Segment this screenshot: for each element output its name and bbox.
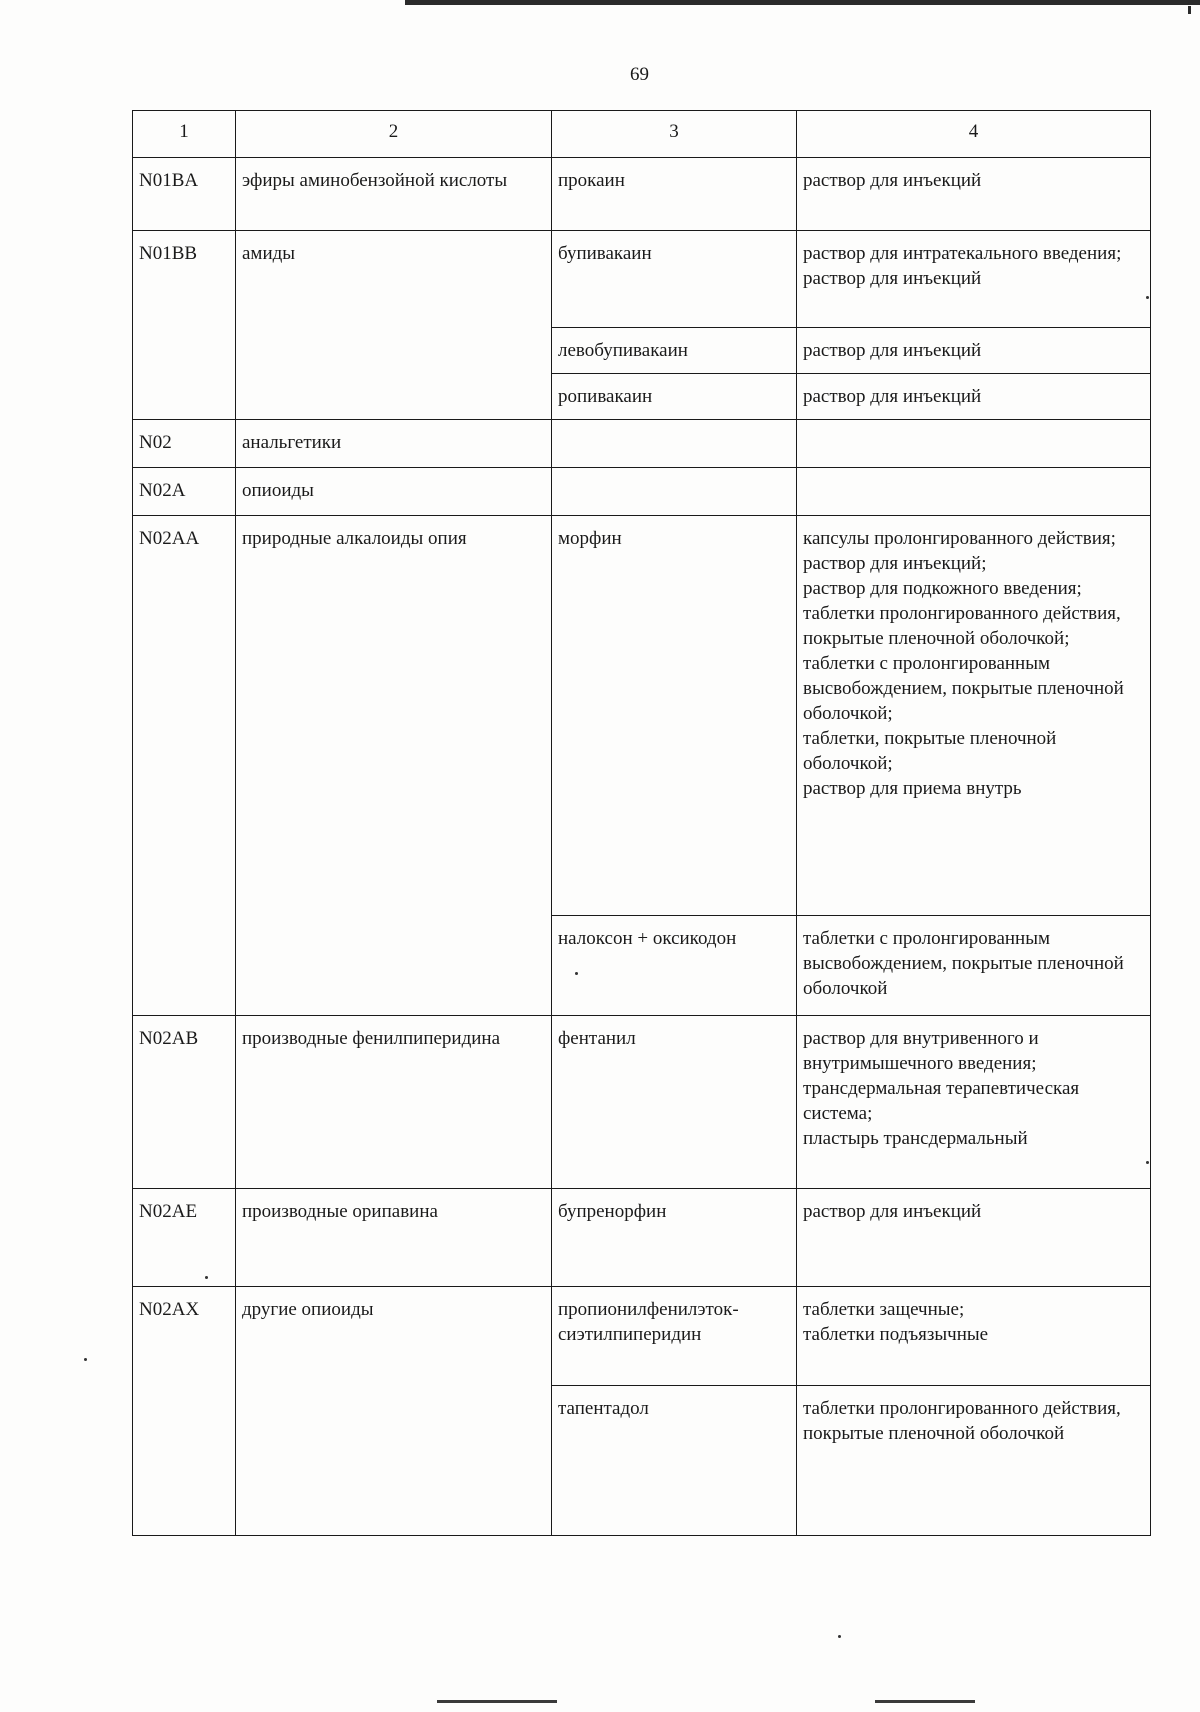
column-header-2: 2 <box>236 111 552 158</box>
drug-name-empty <box>552 468 797 516</box>
table-row <box>133 1189 1151 1287</box>
drug-name: налоксон + оксикодон <box>552 916 797 1016</box>
column-header-4: 4 <box>797 111 1151 158</box>
atc-group: амиды <box>236 231 552 420</box>
scan-edge-bottom <box>875 1700 975 1703</box>
table-row <box>133 1287 1151 1386</box>
scan-edge-mark <box>1188 6 1191 14</box>
dosage-form-empty <box>797 420 1151 468</box>
table-row <box>133 516 1151 916</box>
scan-edge-rule <box>405 0 1200 5</box>
atc-code: N02 <box>133 420 236 468</box>
table-row <box>133 158 1151 231</box>
scan-speck <box>838 1635 841 1638</box>
drug-name: фентанил <box>552 1016 797 1189</box>
dosage-form: раствор для инъекций <box>797 1189 1151 1287</box>
table-row <box>133 420 1151 468</box>
dosage-form: раствор для внутривенного и внутримышечного введения; трансдермальная терапевтическая система; пластырь трансдермальный <box>797 1016 1151 1189</box>
scan-speck <box>1146 296 1149 299</box>
atc-group: природные алкалоиды опия <box>236 516 552 1016</box>
drug-name: пропионилфенилэток- сиэтилпиперидин <box>552 1287 797 1386</box>
scan-speck <box>1146 1161 1149 1164</box>
scan-speck <box>205 1276 208 1279</box>
table-row <box>133 468 1151 516</box>
drug-name: ропивакаин <box>552 374 797 420</box>
atc-group: анальгетики <box>236 420 552 468</box>
drug-name: тапентадол <box>552 1386 797 1536</box>
drug-name: бупренорфин <box>552 1189 797 1287</box>
scan-edge-bottom <box>437 1700 557 1703</box>
atc-code: N01BB <box>133 231 236 420</box>
atc-code: N02AX <box>133 1287 236 1536</box>
table-header-row <box>133 111 1151 158</box>
column-header-3: 3 <box>552 111 797 158</box>
atc-group: эфиры аминобензойной кислоты <box>236 158 552 231</box>
table-row <box>133 231 1151 328</box>
dosage-form: раствор для инъекций <box>797 158 1151 231</box>
scan-speck <box>84 1358 87 1361</box>
atc-code: N02AA <box>133 516 236 1016</box>
dosage-form: раствор для инъекций <box>797 374 1151 420</box>
atc-group: производные орипавина <box>236 1189 552 1287</box>
dosage-form: раствор для инъекций <box>797 328 1151 374</box>
drug-name: прокаин <box>552 158 797 231</box>
atc-code: N02A <box>133 468 236 516</box>
atc-code: N02AE <box>133 1189 236 1287</box>
atc-group: другие опиоиды <box>236 1287 552 1536</box>
drug-classification-table <box>132 110 1151 1536</box>
dosage-form: таблетки с пролонгированным высвобождением, покрытые пленочной оболочкой <box>797 916 1151 1016</box>
drug-name-empty <box>552 420 797 468</box>
column-header-1: 1 <box>133 111 236 158</box>
scan-speck <box>575 972 578 975</box>
drug-name: левобупивакаин <box>552 328 797 374</box>
atc-group: производные фенилпиперидина <box>236 1016 552 1189</box>
dosage-form: капсулы пролонгированного действия; раствор для инъекций; раствор для подкожного введения; таблетки пролонгированного действия, покрытые пленочной оболочкой; таблетки с пролонгированным высвобождением, покрытые пленочной оболочкой; таблетки, покрытые пленочной оболочкой; раствор для приема внутрь <box>797 516 1151 916</box>
atc-code: N01BA <box>133 158 236 231</box>
drug-name: морфин <box>552 516 797 916</box>
dosage-form: раствор для интратекального введения; раствор для инъекций <box>797 231 1151 328</box>
atc-group: опиоиды <box>236 468 552 516</box>
table-row <box>133 1016 1151 1189</box>
dosage-form: таблетки защечные; таблетки подъязычные <box>797 1287 1151 1386</box>
dosage-form: таблетки пролонгированного действия, покрытые пленочной оболочкой <box>797 1386 1151 1536</box>
drug-name: бупивакаин <box>552 231 797 328</box>
atc-code: N02AB <box>133 1016 236 1189</box>
page-number: 69 <box>630 64 649 85</box>
dosage-form-empty <box>797 468 1151 516</box>
